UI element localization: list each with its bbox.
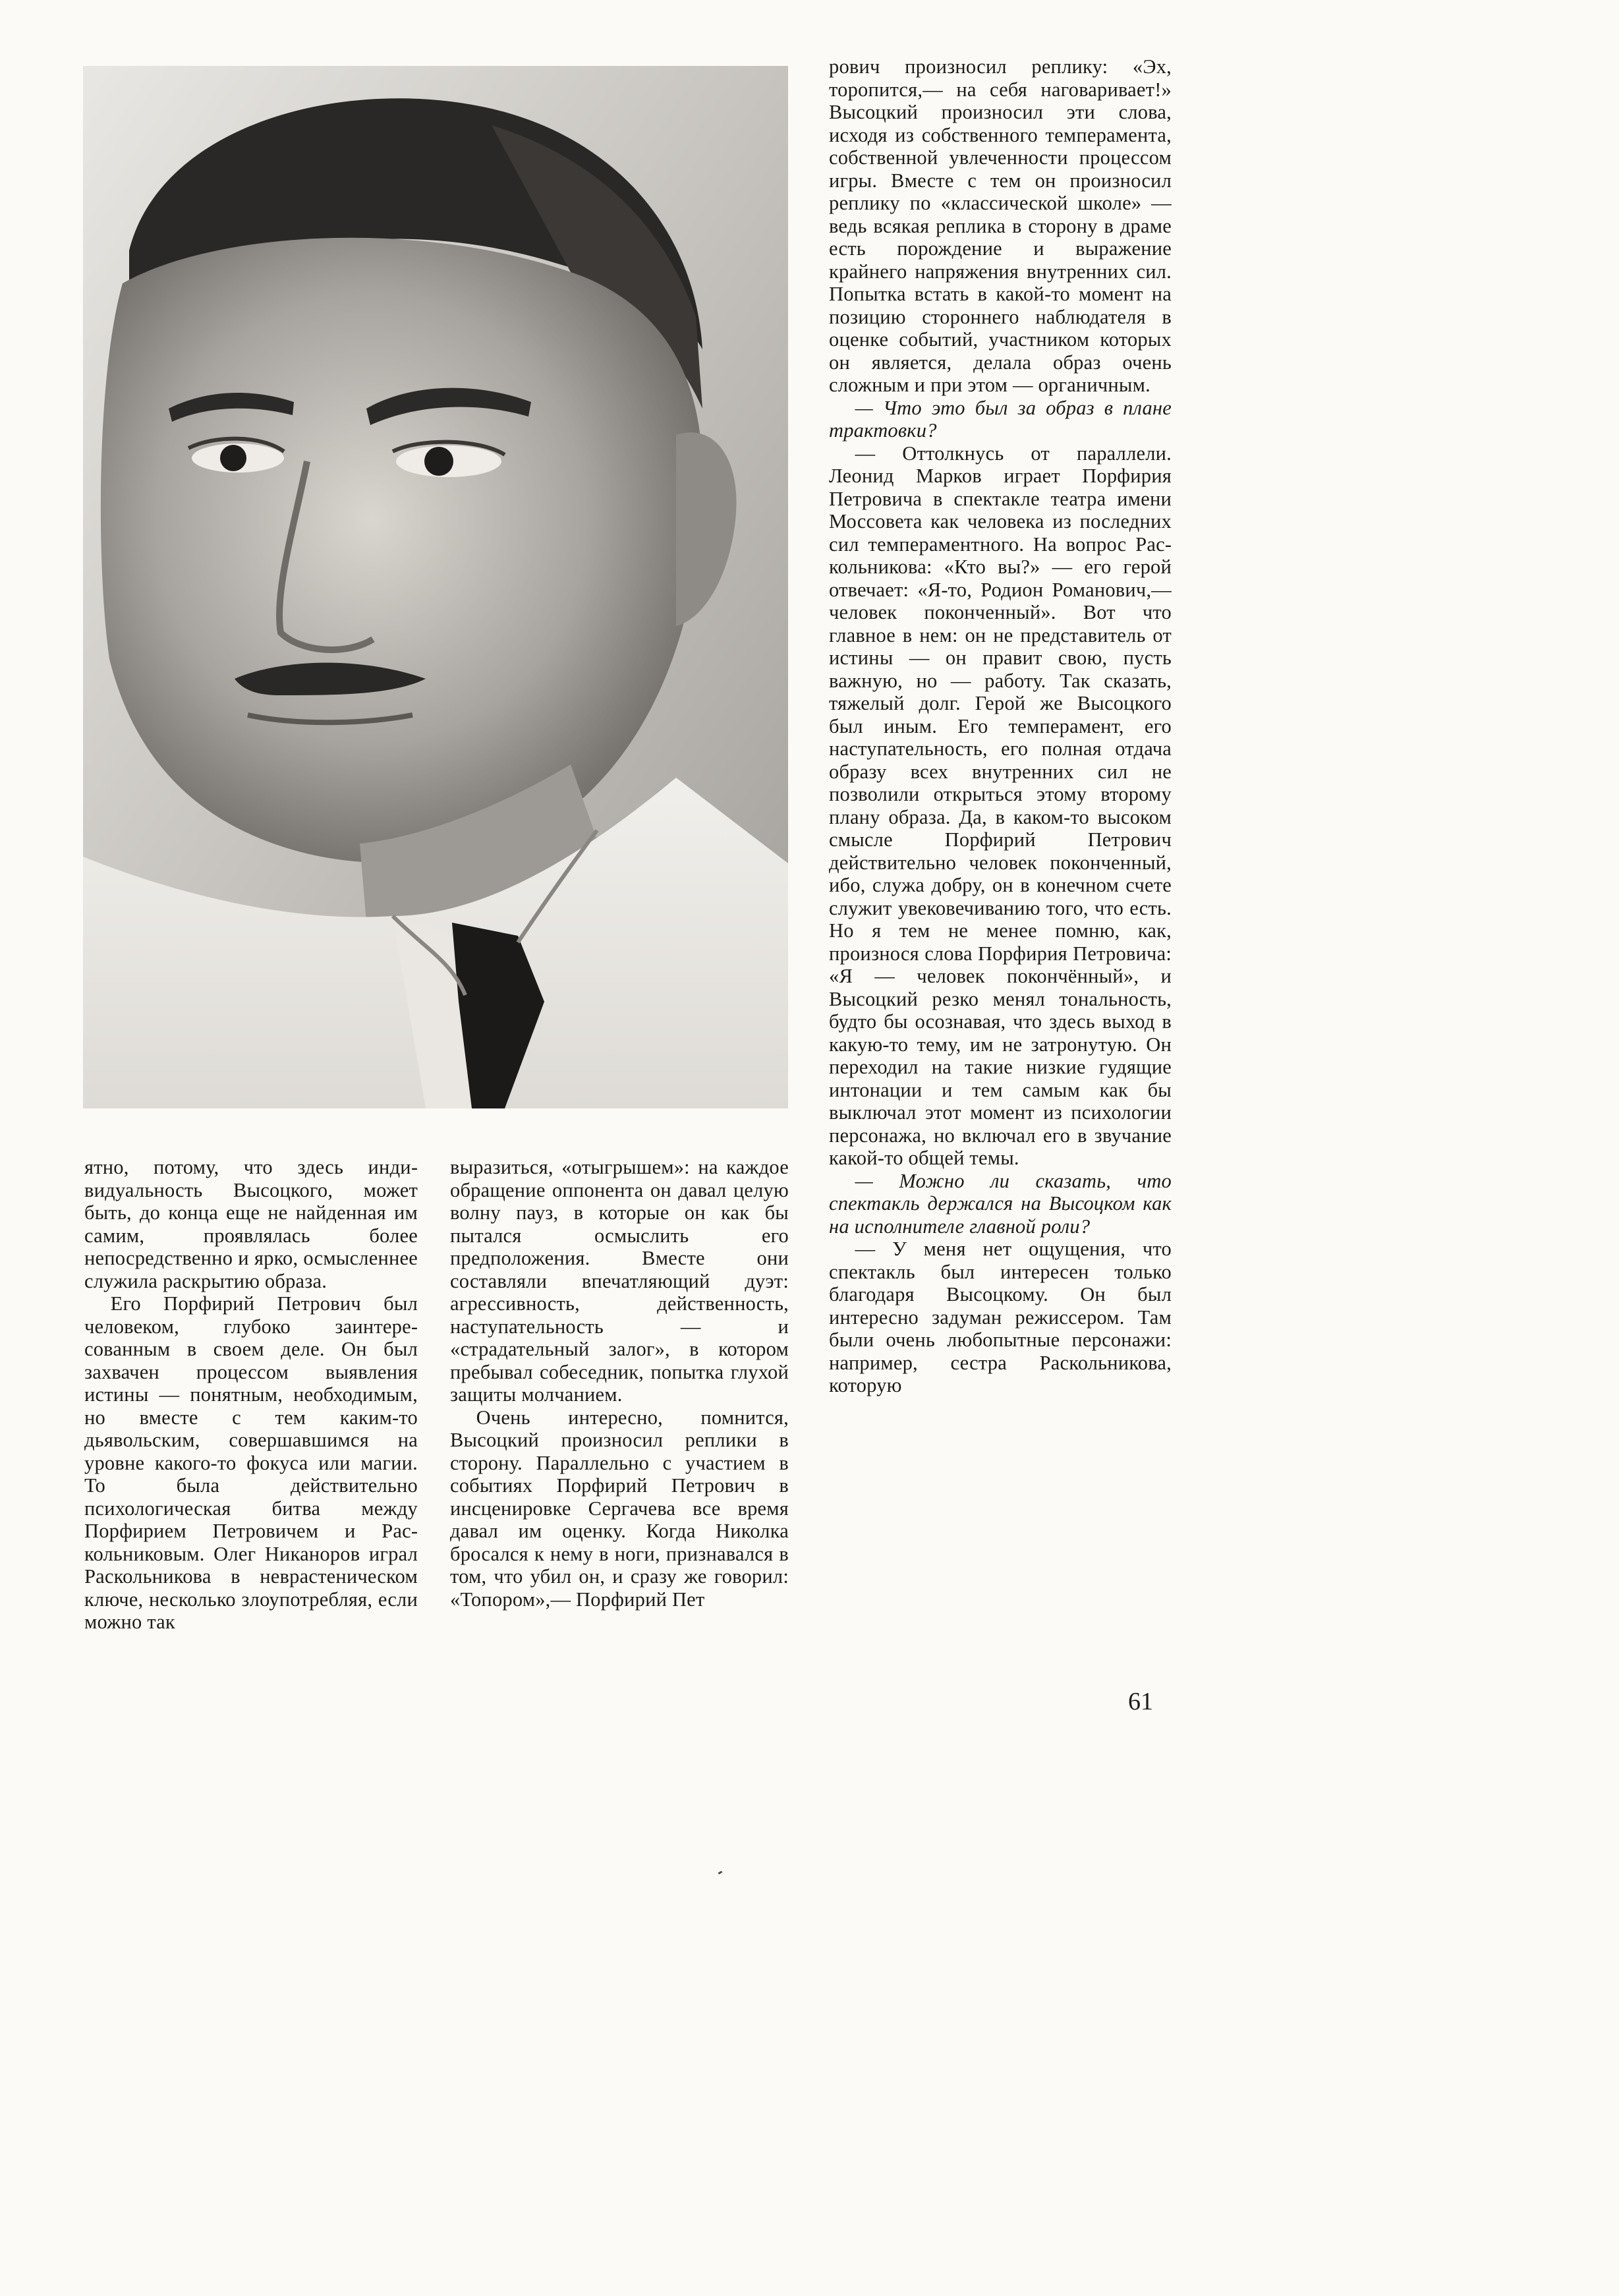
paragraph: ятно, потому, что здесь индивидуальность Высоцкого, может быть, до конца еще не найденная им самим, проявлялась более непосредственно и ярко, осмысленнее служила раскрытию образа.: [84, 1156, 418, 1292]
paragraph: выразиться, «отыгрышем»: на каждое обращение оппонента он давал целую волну пауз, в которые он как бы пытался осмыслить его предположения. Вместе они составляли впечатляющий дуэт: агрессивность, действенность, наступательность — и «страдательный залог», в котором пребывал собеседник, попытка глухой защиты молчанием.: [450, 1156, 789, 1406]
text-column-2: [450, 1156, 789, 1611]
paragraph: — У меня нет ощущения, что спектакль был интересен только благодаря Высоцкому. Он был интересно задуман режиссером. Там были очень любопытные персонажи: например, сестра Раскольникова, которую: [829, 1238, 1172, 1396]
paragraph: Очень интересно, помнится, Высоцкий произносил реплики в сторону. Параллельно с участием в событиях Порфирий Петрович в инсценировке Сергачева все время давал им оценку. Когда Николка бросался к нему в ноги, признавался в том, что убил он, и сразу же говорил: «Топором»,— Порфирий Пет: [450, 1406, 789, 1611]
portrait-illustration: [83, 66, 788, 1108]
paragraph: Его Порфирий Петрович был человеком, глубоко заинтересованным в своем деле. Он был захвачен процессом выявления истины — понятным, необходимым, но вместе с тем каким-то дьявольским, совершавшимся на уровне какого-то фокуса или магии. То была действительно психологическая битва между Порфирием Петровичем и Раскольниковым. Олег Никаноров играл Раскольникова в неврастеническом ключе, несколько злоупотребляя, если можно так: [84, 1292, 418, 1633]
paper-speck: [718, 1871, 723, 1875]
paragraph: рович произносил реплику: «Эх, торопится,— на себя наговаривает!» Высоцкий произносил эти слова, исходя из собственного темперамента, собственной увлеченности процессом игры. Вместе с тем он произносил реплику по «классической школе» — ведь всякая реплика в сторону в драме есть порождение и выражение крайнего напряжения внутренних сил. Попытка встать в какой-то момент на позицию стороннего наблюдателя в оценке событий, участником которых он является, делала образ очень сложным и при этом — органичным.: [829, 55, 1172, 396]
page-number: 61: [1128, 1688, 1153, 1715]
interview-question: — Что это был за образ в плане трактовки?: [829, 396, 1172, 442]
text-column-1: [84, 1156, 418, 1634]
interview-question: — Можно ли сказать, что спектакль держался на Высоцком как на исполнителе главной роли?: [829, 1169, 1172, 1238]
portrait-photo: [83, 66, 788, 1108]
paragraph: — Оттолкнусь от параллели. Леонид Марков играет Порфирия Петровича в спектакле театра имени Моссовета как человека из последних сил темпераментного. На вопрос Раскольникова: «Кто вы?» — его герой отвечает: «Я-то, Родион Романович,— человек поконченный». Вот что главное в нем: он не представитель от истины — он правит свою, пусть важную, но — работу. Так сказать, тяжелый долг. Герой же Высоцкого был иным. Его темперамент, его наступательность, его полная отдача образу всех внутренних сил не позволили открыться этому второму плану образа. Да, в каком-то высоком смысле Порфирий Петрович действительно человек поконченный, ибо, служа добру, он в конечном счете служит увековечиванию того, что есть. Но я тем не менее помню, как, произнося слова Порфирия Петровича: «Я — человек покончённый», и Высоцкий резко менял тональность, будто бы осознавая, что здесь выход в какую-то тему, им не затронутую. Он переходил на такие низкие гудящие интонации и тем самым как бы выключал этот момент из психологии персонажа, но включал его в звучание какой-то общей темы.: [829, 442, 1172, 1169]
text-column-3: [829, 55, 1172, 1397]
